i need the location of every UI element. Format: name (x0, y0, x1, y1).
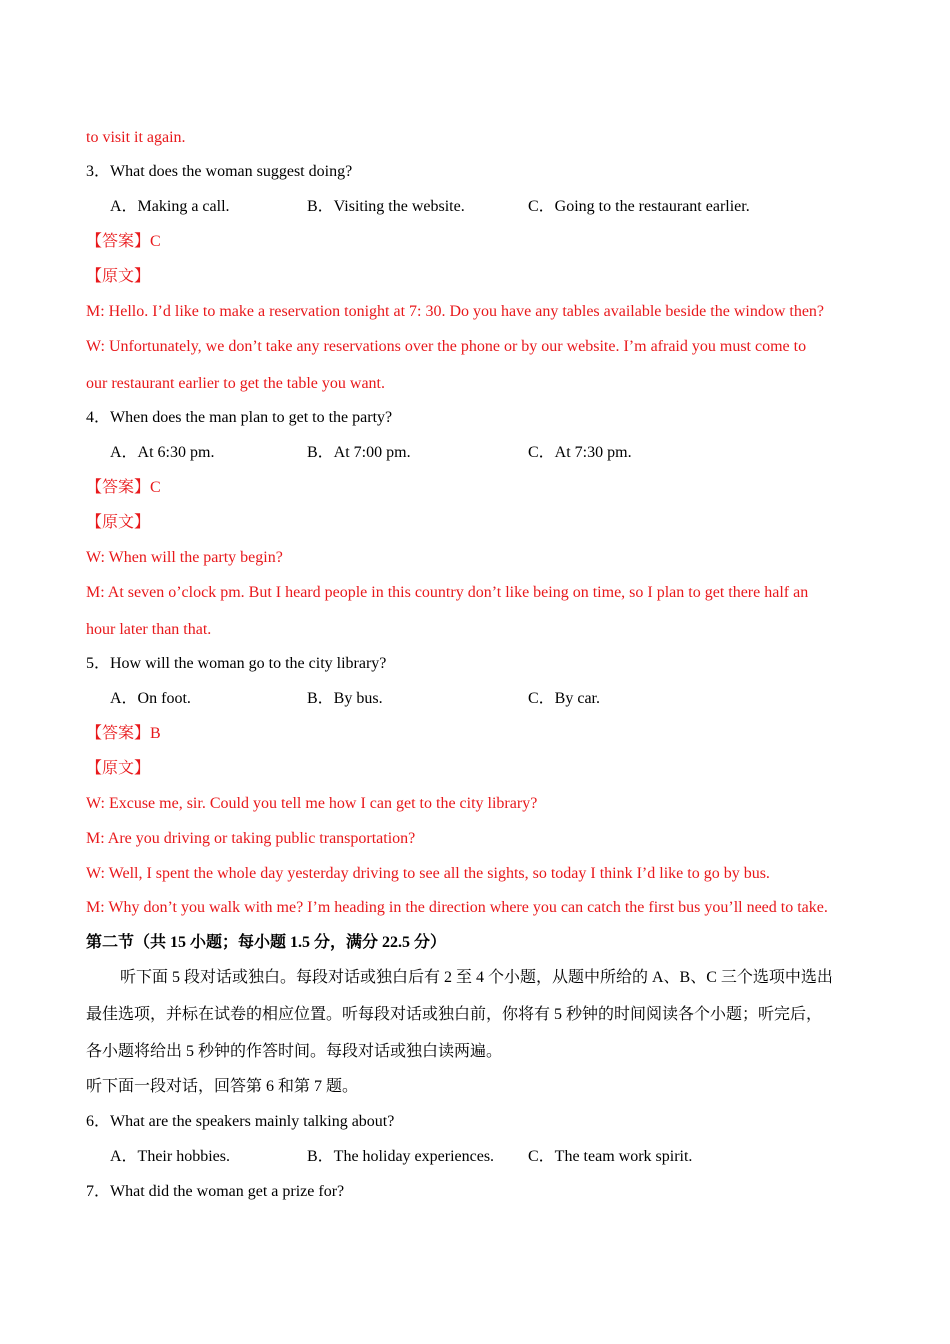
q5-transcript-line: M: Why don’t you walk with me? I’m heading in the direction where you can catch the first bus you’ll need to take. (86, 899, 828, 916)
section-2-prompt: 听下面一段对话，回答第 6 和第 7 题。 (86, 1078, 359, 1095)
q5-transcript-line: W: Excuse me, sir. Could you tell me how I can get to the city library? (86, 795, 538, 812)
q4-transcript-line: M: At seven o’clock pm. But I heard people in this country don’t like being on time, so I plan to get there half an (86, 584, 809, 601)
q5-option-a: A．On foot. (110, 690, 191, 707)
question-3: 3．What does the woman suggest doing? (86, 163, 353, 180)
previous-transcript-fragment: to visit it again. (86, 129, 186, 146)
section-2-instructions-line: 最佳选项，并标在试卷的相应位置。听每段对话或独白前，你将有 5 秒钟的时间阅读各个小题；听完后， (86, 1006, 823, 1023)
q5-transcript-line: M: Are you driving or taking public transportation? (86, 830, 416, 847)
q3-transcript-label: 【原文】 (86, 268, 151, 285)
question-6: 6．What are the speakers mainly talking about? (86, 1113, 395, 1130)
q4-option-b: B．At 7:00 pm. (307, 444, 411, 461)
q3-transcript-line: W: Unfortunately, we don’t take any reservations over the phone or by our website. I’m afraid you must come to (86, 338, 807, 355)
q3-option-b: B．Visiting the website. (307, 198, 465, 215)
q4-option-c: C．At 7:30 pm. (528, 444, 632, 461)
q6-option-a: A．Their hobbies. (110, 1148, 230, 1165)
q4-transcript-label: 【原文】 (86, 514, 151, 531)
q5-transcript-label: 【原文】 (86, 760, 151, 777)
q6-option-b: B．The holiday experiences. (307, 1148, 495, 1165)
q5-transcript-line: W: Well, I spent the whole day yesterday driving to see all the sights, so today I think I’d like to go by bus. (86, 865, 770, 882)
q3-answer: 【答案】C (86, 233, 161, 250)
question-5: 5．How will the woman go to the city library? (86, 655, 387, 672)
q4-answer: 【答案】C (86, 479, 161, 496)
section-2-instructions-line: 听下面 5 段对话或独白。每段对话或独白后有 2 至 4 个小题，从题中所给的 A、B、C 三个选项中选出 (120, 969, 833, 986)
section-2-instructions-line: 各小题将给出 5 秒钟的作答时间。每段对话或独白读两遍。 (86, 1043, 503, 1060)
q3-option-a: A．Making a call. (110, 198, 230, 215)
q5-option-b: B．By bus. (307, 690, 383, 707)
q5-answer: 【答案】B (86, 725, 161, 742)
section-2-heading: 第二节（共 15 小题；每小题 1.5 分，满分 22.5 分） (86, 934, 447, 951)
question-7: 7．What did the woman get a prize for? (86, 1183, 345, 1200)
q5-option-c: C．By car. (528, 690, 600, 707)
q3-option-c: C．Going to the restaurant earlier. (528, 198, 750, 215)
q3-transcript-line: our restaurant earlier to get the table you want. (86, 375, 385, 392)
q3-transcript-line: M: Hello. I’d like to make a reservation tonight at 7: 30. Do you have any tables available beside the window then? (86, 303, 825, 320)
q4-transcript-line: W: When will the party begin? (86, 549, 283, 566)
question-4: 4．When does the man plan to get to the party? (86, 409, 393, 426)
q4-transcript-line: hour later than that. (86, 621, 212, 638)
q6-option-c: C．The team work spirit. (528, 1148, 693, 1165)
q4-option-a: A．At 6:30 pm. (110, 444, 215, 461)
